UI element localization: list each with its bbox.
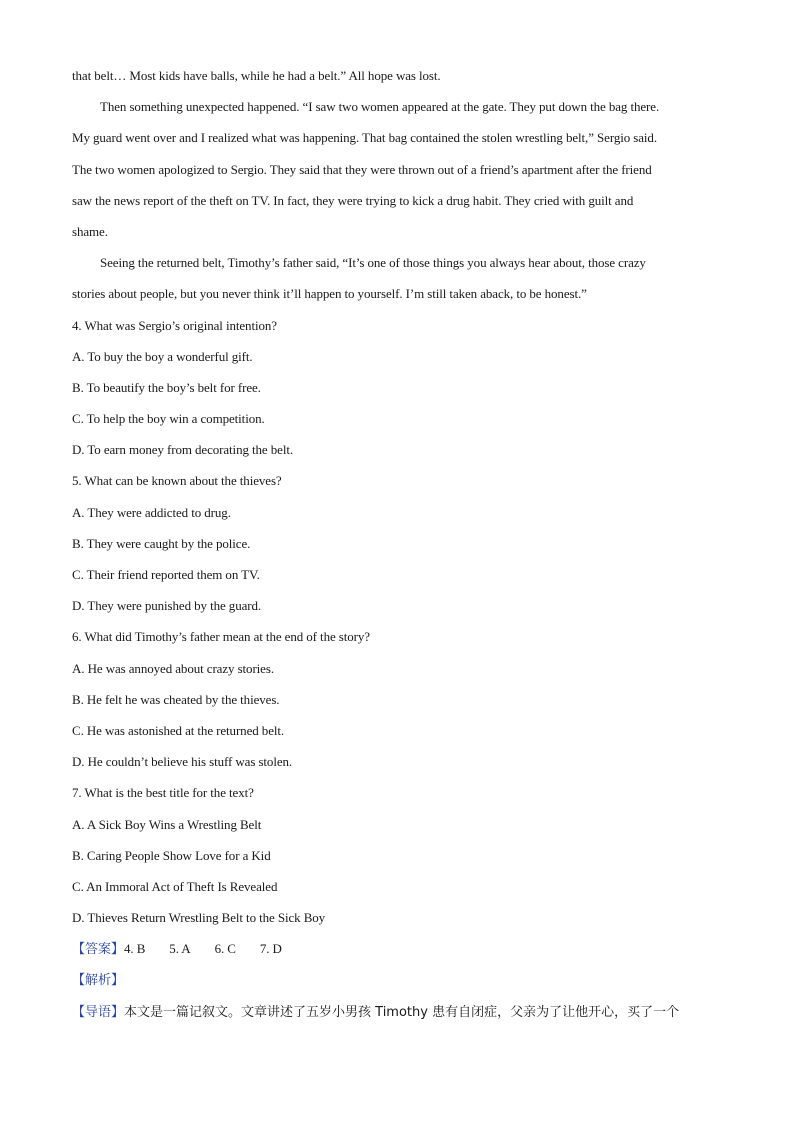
question-stem: 7. What is the best title for the text? <box>72 785 254 801</box>
passage-line: that belt… Most kids have balls, while he had a belt.” All hope was lost. <box>72 68 441 83</box>
option-d: D. They were punished by the guard. <box>72 598 262 614</box>
option-a: A. They were addicted to drug. <box>72 504 231 520</box>
question-stem: 6. What did Timothy’s father mean at the end of the story? <box>72 629 370 645</box>
question-7 <box>72 777 722 933</box>
option-b: B. He felt he was cheated by the thieves. <box>72 691 280 707</box>
question-stem: 5. What can be known about the thieves? <box>72 473 282 489</box>
option-d: D. To earn money from decorating the belt. <box>72 442 293 458</box>
passage-line: saw the news report of the theft on TV. In fact, they were trying to kick a drug habit. They cried with guilt and <box>72 192 634 208</box>
guide-text: 本文是一篇记叙文。文章讲述了五岁小男孩 Timothy 患有自闭症，父亲为了让他开心，买了一个 <box>124 1004 680 1020</box>
analysis-line <box>72 964 722 995</box>
option-d: D. He couldn’t believe his stuff was stolen. <box>72 754 293 770</box>
option-d: D. Thieves Return Wrestling Belt to the Sick Boy <box>72 910 326 926</box>
guide-label: 【导语】 <box>72 1004 125 1020</box>
answer-item: 5. A <box>169 941 191 957</box>
option-a: A. A Sick Boy Wins a Wrestling Belt <box>72 816 262 832</box>
analysis-label: 【解析】 <box>72 973 125 989</box>
option-c: C. To help the boy win a competition. <box>72 411 265 427</box>
passage-line: shame. <box>72 223 108 239</box>
option-c: C. Their friend reported them on TV. <box>72 567 260 582</box>
question-6 <box>72 621 722 777</box>
question-4 <box>72 310 722 466</box>
document-page <box>72 60 722 1027</box>
question-5 <box>72 465 722 621</box>
passage-line: Then something unexpected happened. “I saw two women appeared at the gate. They put down the bag there. <box>100 99 660 115</box>
passage-line: stories about people, but you never think it’ll happen to yourself. I’m still taken aback, to be honest.” <box>72 286 587 302</box>
answer-label: 【答案】 <box>72 942 125 958</box>
answer-item: 7. D <box>259 941 282 957</box>
passage-line: My guard went over and I realized what was happening. That bag contained the stolen wrestling belt,” Sergio said. <box>72 130 657 146</box>
answer-line <box>72 933 722 964</box>
option-b: B. To beautify the boy’s belt for free. <box>72 379 261 395</box>
option-a: A. He was annoyed about crazy stories. <box>72 660 274 676</box>
option-a: A. To buy the boy a wonderful gift. <box>72 348 253 364</box>
passage-line: Seeing the returned belt, Timothy’s father said, “It’s one of those things you always hear about, those crazy <box>100 255 646 271</box>
option-c: C. An Immoral Act of Theft Is Revealed <box>72 878 278 894</box>
question-stem: 4. What was Sergio’s original intention? <box>72 317 277 333</box>
passage-line: The two women apologized to Sergio. They said that they were thrown out of a friend’s apartment after the friend <box>72 161 652 177</box>
option-b: B. They were caught by the police. <box>72 535 251 551</box>
answer-item: 6. C <box>214 941 236 957</box>
option-b: B. Caring People Show Love for a Kid <box>72 847 271 863</box>
option-c: C. He was astonished at the returned belt. <box>72 722 285 738</box>
answer-item: 4. B <box>124 941 146 957</box>
guide-line <box>72 996 722 1027</box>
passage <box>72 60 722 310</box>
